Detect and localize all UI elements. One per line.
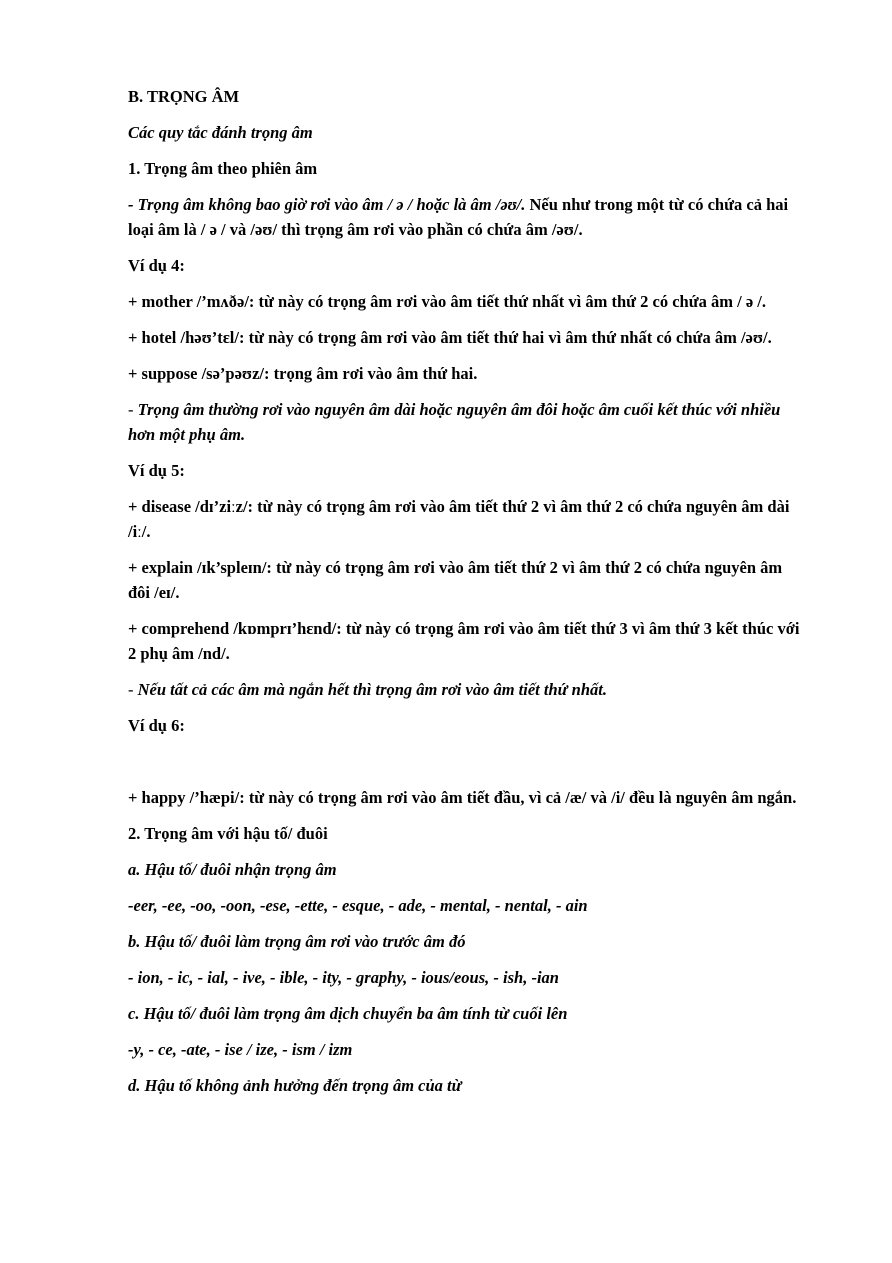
rule3-paragraph	[128, 677, 808, 702]
example5-label: Ví dụ 5:	[128, 461, 185, 480]
example4-item: + suppose /sə’pəʊz/: trọng âm rơi vào âm thứ hai.	[128, 364, 478, 383]
section2-title: 2. Trọng âm với hậu tố/ đuôi	[128, 824, 328, 843]
document-content	[128, 84, 808, 1109]
subheading: Các quy tắc đánh trọng âm	[128, 123, 313, 142]
suffix-c-title: c. Hậu tố/ đuôi làm trọng âm dịch chuyển ba âm tính từ cuối lên	[128, 1004, 568, 1023]
rule2-paragraph	[128, 397, 808, 447]
example4-item: + mother /’mʌðə/: từ này có trọng âm rơi vào âm tiết thứ nhất vì âm thứ 2 có chứa âm / ə /.	[128, 292, 766, 311]
suffix-b-list: - ion, - ic, - ial, - ive, - ible, - ity, - graphy, - ious/eous, - ish, -ian	[128, 968, 559, 987]
rule3-italic: Nếu tất cả các âm mà ngắn hết thì trọng âm rơi vào âm tiết thứ nhất.	[137, 680, 607, 699]
example5-item: + disease /dɪ’ziːz/: từ này có trọng âm rơi vào âm tiết thứ 2 vì âm thứ 2 có chứa nguyên âm dài /iː/.	[128, 497, 790, 541]
rule1-rest: Nếu như trong một từ có chứa cả hai loại âm là / ə / và /əʊ/ thì trọng âm rơi vào phần có chứa âm /əʊ/.	[128, 195, 789, 239]
rule2-dash: -	[128, 400, 138, 419]
example5-item: + explain /ɪk’spleɪn/: từ này có trọng âm rơi vào âm tiết thứ 2 vì âm thứ 2 có chứa nguyên âm đôi /eɪ/.	[128, 558, 783, 602]
suffix-c-list: -y, - ce, -ate, - ise / ize, - ism / izm	[128, 1040, 353, 1059]
example6-item: + happy /’hæpi/: từ này có trọng âm rơi vào âm tiết đầu, vì cả /æ/ và /i/ đều là nguyên âm ngắn.	[128, 788, 797, 807]
example4-label: Ví dụ 4:	[128, 256, 185, 275]
rule1-italic: - Trọng âm không bao giờ rơi vào âm / ə / hoặc là âm /əʊ/.	[128, 195, 526, 214]
example6-label: Ví dụ 6:	[128, 716, 185, 735]
section1-title: 1. Trọng âm theo phiên âm	[128, 159, 318, 178]
blank-space	[128, 749, 808, 785]
suffix-d-title: d. Hậu tố không ảnh hưởng đến trọng âm của từ	[128, 1076, 462, 1095]
section-heading: B. TRỌNG ÂM	[128, 87, 240, 106]
rule3-dash: -	[128, 680, 138, 699]
suffix-b-title: b. Hậu tố/ đuôi làm trọng âm rơi vào trước âm đó	[128, 932, 466, 951]
suffix-a-list: -eer, -ee, -oo, -oon, -ese, -ette, - esque, - ade, - mental, - nental, - ain	[128, 896, 588, 915]
rule2-italic: Trọng âm thường rơi vào nguyên âm dài hoặc nguyên âm đôi hoặc âm cuối kết thúc với nhiều hơn một phụ âm.	[128, 400, 781, 444]
example5-item: + comprehend /kɒmprɪ’hɛnd/: từ này có trọng âm rơi vào âm tiết thứ 3 vì âm thứ 3 kết thúc với 2 phụ âm /nd/.	[128, 619, 800, 663]
rule1-paragraph	[128, 192, 808, 242]
suffix-a-title: a. Hậu tố/ đuôi nhận trọng âm	[128, 860, 337, 879]
example4-item: + hotel /həʊ’tɛl/: từ này có trọng âm rơi vào âm tiết thứ hai vì âm thứ nhất có chứa âm /əʊ/.	[128, 328, 772, 347]
